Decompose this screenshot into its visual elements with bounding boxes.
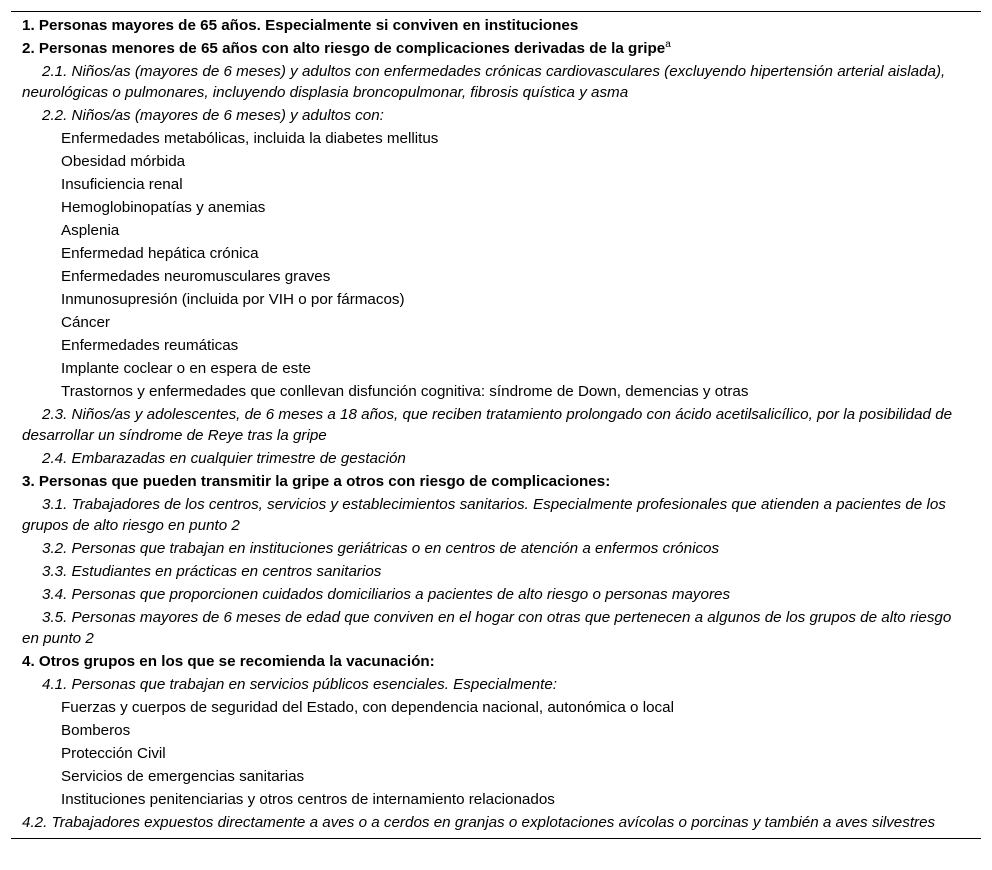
section-2-2-item: Hemoglobinopatías y anemias bbox=[61, 199, 266, 216]
section-3-4: 3.4. Personas que proporcionen cuidados domiciliarios a pacientes de alto riesgo o personas mayores bbox=[42, 586, 731, 603]
section-3-heading: 3. Personas que pueden transmitir la gripe a otros con riesgo de complicaciones: bbox=[22, 473, 611, 490]
section-4-1-item: Protección Civil bbox=[61, 745, 166, 762]
section-4-1-item: Instituciones penitenciarias y otros centros de internamiento relacionados bbox=[61, 791, 555, 808]
section-2-2-item: Asplenia bbox=[61, 222, 120, 239]
footnote-marker: a bbox=[665, 39, 671, 50]
section-2-2-item: Obesidad mórbida bbox=[61, 153, 186, 170]
section-4-1-item: Bomberos bbox=[61, 722, 131, 739]
section-2-2-item: Insuficiencia renal bbox=[61, 176, 183, 193]
section-2-heading-text: 2. Personas menores de 65 años con alto riesgo de complicaciones derivadas de la gripe bbox=[22, 40, 666, 57]
section-3-1: 3.1. Trabajadores de los centros, servicios y establecimientos sanitarios. Especialmente profesionales que atienden a pacientes de los grupos de alto riesgo en punto 2 bbox=[22, 496, 946, 534]
section-4-2: 4.2. Trabajadores expuestos directamente a aves o a cerdos en granjas o explotaciones avícolas o porcinas y también a aves silvestres bbox=[22, 814, 936, 831]
section-2-2-item: Cáncer bbox=[61, 314, 110, 331]
section-2-heading bbox=[11, 37, 981, 60]
section-2-2-item: Inmunosupresión (incluida por VIH o por fármacos) bbox=[61, 291, 405, 308]
section-4-1-item: Fuerzas y cuerpos de seguridad del Estado, con dependencia nacional, autonómica o local bbox=[61, 699, 674, 716]
section-2-2-item: Trastornos y enfermedades que conllevan disfunción cognitiva: síndrome de Down, demencias y otras bbox=[61, 383, 749, 400]
section-2-2-item: Implante coclear o en espera de este bbox=[61, 360, 311, 377]
section-2-2-item: Enfermedades neuromusculares graves bbox=[61, 268, 331, 285]
section-1-heading: 1. Personas mayores de 65 años. Especialmente si conviven en instituciones bbox=[22, 17, 579, 34]
section-2-2-item: Enfermedad hepática crónica bbox=[61, 245, 259, 262]
section-2-2-item: Enfermedades metabólicas, incluida la diabetes mellitus bbox=[61, 130, 439, 147]
section-4-1-item: Servicios de emergencias sanitarias bbox=[61, 768, 305, 785]
section-2-1: 2.1. Niños/as (mayores de 6 meses) y adultos con enfermedades crónicas cardiovasculares (excluyendo hipertensión arterial aislada), neurológicas o pulmonares, incluyendo displasia broncopulmonar, fibrosis quística y asma bbox=[22, 63, 946, 101]
section-4-1: 4.1. Personas que trabajan en servicios públicos esenciales. Especialmente: bbox=[42, 676, 557, 693]
section-2-3: 2.3. Niños/as y adolescentes, de 6 meses a 18 años, que reciben tratamiento prolongado con ácido acetilsalicílico, por la posibilidad de desarrollar un síndrome de Reye tras la gripe bbox=[22, 406, 953, 444]
section-2-4: 2.4. Embarazadas en cualquier trimestre de gestación bbox=[42, 450, 406, 467]
section-3-2: 3.2. Personas que trabajan en instituciones geriátricas o en centros de atención a enfermos crónicos bbox=[42, 540, 720, 557]
section-3-3: 3.3. Estudiantes en prácticas en centros sanitarios bbox=[42, 563, 382, 580]
vaccination-groups-table bbox=[11, 11, 981, 839]
section-4-heading: 4. Otros grupos en los que se recomienda la vacunación: bbox=[22, 653, 435, 670]
section-2-2: 2.2. Niños/as (mayores de 6 meses) y adultos con: bbox=[42, 107, 384, 124]
section-2-2-item: Enfermedades reumáticas bbox=[61, 337, 239, 354]
section-3-5: 3.5. Personas mayores de 6 meses de edad que conviven en el hogar con otras que pertenecen a algunos de los grupos de alto riesgo en punto 2 bbox=[22, 609, 952, 647]
